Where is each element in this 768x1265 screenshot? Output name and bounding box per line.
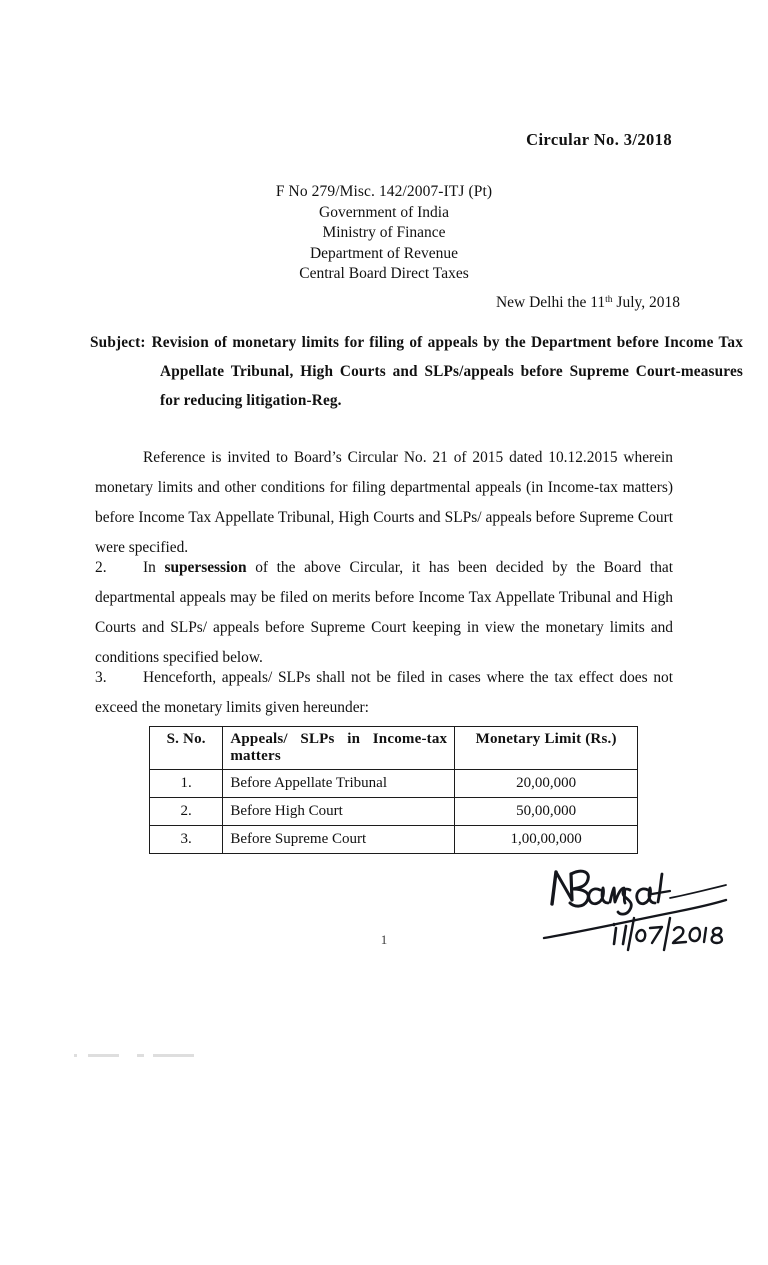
table-row <box>150 826 638 854</box>
table-cell-limit: 50,00,000 <box>455 798 638 826</box>
letterhead-ministry: Ministry of Finance <box>322 224 446 241</box>
paragraph-1 <box>95 443 673 563</box>
paragraph-2 <box>95 553 673 673</box>
paragraph-3-number: 3. <box>95 669 107 686</box>
subject-text: Revision of monetary limits for filing of appeals by the Department before Income Tax Appellate Tribunal, High Courts and SLPs/appeals before Supreme Court-measures for reducing litigation-Reg. <box>151 334 743 409</box>
paragraph-3 <box>95 663 673 723</box>
table-cell-desc: Before Appellate Tribunal <box>223 770 455 798</box>
table-header-row <box>150 727 638 770</box>
table-header-sno: S. No. <box>150 727 223 770</box>
table-row <box>150 770 638 798</box>
paragraph-2-text-after: of the above Circular, it has been decided by the Board that departmental appeals may be filed on merits before Income Tax Appellate Tribunal and High Courts and SLPs/ appeals before Supreme Court keeping in view the monetary limits and conditions specified below. <box>95 559 673 666</box>
monetary-limits-table <box>149 726 638 854</box>
table-cell-limit: 1,00,00,000 <box>455 826 638 854</box>
table-cell-desc: Before High Court <box>223 798 455 826</box>
paragraph-3-text: Henceforth, appeals/ SLPs shall not be filed in cases where the tax effect does not exceed the monetary limits given hereunder: <box>95 669 673 716</box>
letterhead-department: Department of Revenue <box>309 244 459 262</box>
table-header-desc: Appeals/ SLPs in Income-tax matters <box>223 727 455 770</box>
letterhead-board: Central Board Direct Taxes <box>299 265 469 282</box>
table-cell-limit: 20,00,000 <box>455 770 638 798</box>
letterhead-government: Government of India <box>319 203 449 221</box>
paragraph-2-bold-word: supersession <box>164 559 247 576</box>
page-number: 1 <box>380 932 388 947</box>
letterhead-block <box>0 182 768 285</box>
subject-block <box>90 328 743 415</box>
circular-number: Circular No. 3/2018 <box>526 130 672 149</box>
file-number: F No 279/Misc. 142/2007-ITJ (Pt) <box>275 183 493 200</box>
paragraph-2-text-before: In <box>143 559 165 576</box>
scan-artifact <box>74 1054 209 1057</box>
table-cell-sno: 3. <box>150 826 223 854</box>
place-date-suffix: July, 2018 <box>612 294 680 311</box>
table-cell-sno: 1. <box>150 770 223 798</box>
date-ordinal-suffix: th <box>605 295 613 306</box>
table-row <box>150 798 638 826</box>
paragraph-2-number: 2. <box>95 559 107 576</box>
table-header-limit: Monetary Limit (Rs.) <box>455 727 638 770</box>
table-cell-sno: 2. <box>150 798 223 826</box>
table-cell-desc: Before Supreme Court <box>223 826 455 854</box>
place-date-prefix: New Delhi the 11 <box>495 294 606 311</box>
paragraph-1-text: Reference is invited to Board’s Circular No. 21 of 2015 dated 10.12.2015 wherein monetary limits and other conditions for filing departmental appeals (in Income-tax matters) before Income Tax Appellate Tribunal, High Courts and SLPs/ appeals before Supreme Court were specified. <box>95 449 673 556</box>
place-and-date <box>496 294 680 312</box>
subject-label: Subject: <box>90 334 146 351</box>
